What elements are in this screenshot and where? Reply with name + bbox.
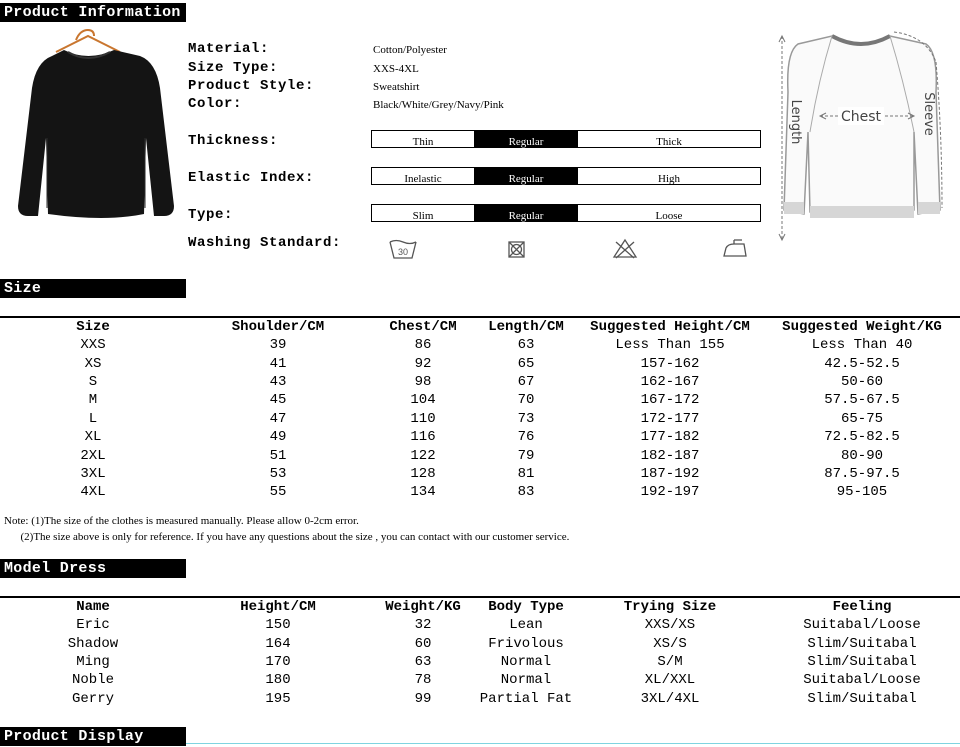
product-display-divider [186,743,960,744]
table-cell: 63 [517,337,535,354]
table-cell: L [88,410,98,427]
table-cell: 110 [410,410,436,427]
table-cell: 57.5-67.5 [824,392,900,409]
table-cell: 116 [410,429,436,446]
section-header-product-display: Product Display [0,727,186,746]
type-option-selected: Regular [474,205,578,221]
table-cell: Suitabal/Loose [803,672,921,689]
shoulder-column-header: Shoulder/CM [231,319,325,335]
chest-column-header: Chest/CM [389,319,457,335]
thickness-scale [371,130,761,148]
product-style-value: Sweatshirt [373,81,420,93]
note-line-2: (2)The size above is only for reference. If you have any questions about the size , you can contact with our customer service. [4,531,570,543]
table-cell: S [88,373,98,390]
model-table-row [0,671,960,689]
table-cell: 170 [265,653,291,670]
type-option: Loose [655,209,683,222]
table-cell: 195 [265,690,291,707]
model-table-row [0,634,960,652]
type-scale [371,204,761,222]
body-type-column-header: Body Type [488,599,564,615]
elastic-option: High [658,172,680,185]
size-type-label: Size Type: [188,60,279,76]
table-cell: 51 [269,447,287,464]
length-column-header: Length/CM [488,319,564,335]
feeling-column-header: Feeling [832,599,892,615]
svg-text:30: 30 [397,247,409,257]
diagram-length-label: Length [788,99,803,145]
table-cell: 150 [265,617,291,634]
table-cell: 65 [517,355,535,372]
size-table-row [0,391,960,409]
table-cell: 167-172 [640,392,700,409]
note-line-1: Note: (1)The size of the clothes is measured manually. Please allow 0-2cm error. [4,515,359,527]
model-table-header [0,598,960,616]
iron-icon [720,236,750,262]
thickness-label: Thickness: [188,133,279,149]
table-cell: 55 [269,484,287,501]
size-table-row [0,410,960,428]
table-cell: 99 [414,690,432,707]
table-cell: 83 [517,484,535,501]
table-cell: 104 [410,392,436,409]
section-header-product-information: Product Information [0,3,186,22]
table-cell: 65-75 [840,410,883,427]
size-table-row [0,336,960,354]
table-cell: 49 [269,429,287,446]
size-table [0,318,960,502]
name-column-header: Name [76,599,110,615]
thickness-option-selected: Regular [474,131,578,147]
measurement-diagram [776,22,946,250]
size-table-row [0,465,960,483]
model-table-row [0,690,960,708]
table-cell: 63 [414,653,432,670]
table-cell: Partial Fat [479,690,573,707]
size-table-body [0,336,960,502]
weight-column-header: Suggested Weight/KG [782,319,942,335]
thickness-option: Thin [412,135,434,148]
table-cell: 187-192 [640,465,700,482]
model-table-body [0,616,960,708]
table-cell: 180 [265,672,291,689]
table-cell: XXS [80,337,106,354]
table-cell: 2XL [80,447,106,464]
table-cell: 60 [414,635,432,652]
table-cell: 50-60 [840,373,883,390]
table-cell: S/M [657,653,683,670]
table-cell: 162-167 [640,373,700,390]
model-table-row [0,616,960,634]
table-cell: Normal [500,672,552,689]
table-cell: Less Than 40 [811,337,913,354]
type-option: Slim [412,209,434,222]
size-table-row [0,428,960,446]
table-cell: 76 [517,429,535,446]
table-cell: 122 [410,447,436,464]
table-cell: Slim/Suitabal [807,690,917,707]
table-cell: 67 [517,373,535,390]
table-cell: Slim/Suitabal [807,635,917,652]
weight-column-header: Weight/KG [385,599,461,615]
size-table-row [0,446,960,464]
table-cell: 3XL/4XL [640,690,700,707]
table-cell: 182-187 [640,447,700,464]
table-cell: Noble [71,672,114,689]
table-cell: 3XL [80,465,106,482]
product-style-label: Product Style: [188,78,315,94]
table-cell: 72.5-82.5 [824,429,900,446]
table-cell: XL [84,429,102,446]
table-cell: 81 [517,465,535,482]
wash-30-icon [388,236,418,262]
table-cell: 73 [517,410,535,427]
table-cell: 128 [410,465,436,482]
color-label: Color: [188,96,243,112]
table-cell: 80-90 [840,447,883,464]
diagram-sleeve-label: Sleeve [921,92,936,136]
table-cell: 177-182 [640,429,700,446]
table-cell: 78 [414,672,432,689]
table-cell: 164 [265,635,291,652]
elastic-index-label: Elastic Index: [188,170,315,186]
table-cell: 43 [269,373,287,390]
table-cell: 45 [269,392,287,409]
table-cell: Less Than 155 [615,337,725,354]
table-cell: 192-197 [640,484,700,501]
size-table-row [0,373,960,391]
table-cell: XS/S [653,635,687,652]
material-value: Cotton/Polyester [373,44,447,56]
thickness-option: Thick [656,135,682,148]
elastic-index-scale [371,167,761,185]
table-cell: 87.5-97.5 [824,465,900,482]
table-cell: 95-105 [836,484,888,501]
height-column-header: Height/CM [240,599,316,615]
table-cell: 98 [414,373,432,390]
table-cell: Gerry [71,690,114,707]
washing-standard-label: Washing Standard: [188,235,342,251]
no-tumble-dry-icon [502,236,532,262]
section-header-model-dress: Model Dress [0,559,186,578]
table-cell: Normal [500,653,552,670]
table-cell: Suitabal/Loose [803,617,921,634]
table-cell: 32 [414,617,432,634]
table-cell: 92 [414,355,432,372]
table-cell: 47 [269,410,287,427]
table-cell: 4XL [80,484,106,501]
model-table-row [0,653,960,671]
section-header-size: Size [0,279,186,298]
height-column-header: Suggested Height/CM [590,319,750,335]
elastic-option-selected: Regular [474,168,578,184]
table-cell: 86 [414,337,432,354]
type-label: Type: [188,207,234,223]
table-cell: Shadow [67,635,119,652]
table-cell: Lean [509,617,543,634]
size-table-header [0,318,960,336]
table-cell: 41 [269,355,287,372]
trying-size-column-header: Trying Size [623,599,717,615]
table-cell: Ming [76,653,110,670]
table-cell: 172-177 [640,410,700,427]
table-cell: XXS/XS [644,617,696,634]
no-bleach-icon [610,236,640,262]
table-cell: 39 [269,337,287,354]
table-cell: Eric [76,617,110,634]
table-cell: 70 [517,392,535,409]
size-type-value: XXS-4XL [373,63,419,75]
table-cell: 134 [410,484,436,501]
table-cell: 42.5-52.5 [824,355,900,372]
table-cell: 53 [269,465,287,482]
table-cell: 79 [517,447,535,464]
table-cell: 157-162 [640,355,700,372]
diagram-chest-label: Chest [840,109,882,125]
table-cell: XL/XXL [644,672,696,689]
table-cell: Frivolous [488,635,564,652]
table-cell: M [88,392,98,409]
size-column-header: Size [76,319,110,335]
size-table-row [0,354,960,372]
model-table [0,598,960,708]
material-label: Material: [188,41,270,57]
table-cell: XS [84,355,102,372]
color-value: Black/White/Grey/Navy/Pink [373,99,504,111]
size-table-row [0,483,960,501]
elastic-option: Inelastic [404,172,442,185]
table-cell: Slim/Suitabal [807,653,917,670]
sweatshirt-image [16,28,176,228]
